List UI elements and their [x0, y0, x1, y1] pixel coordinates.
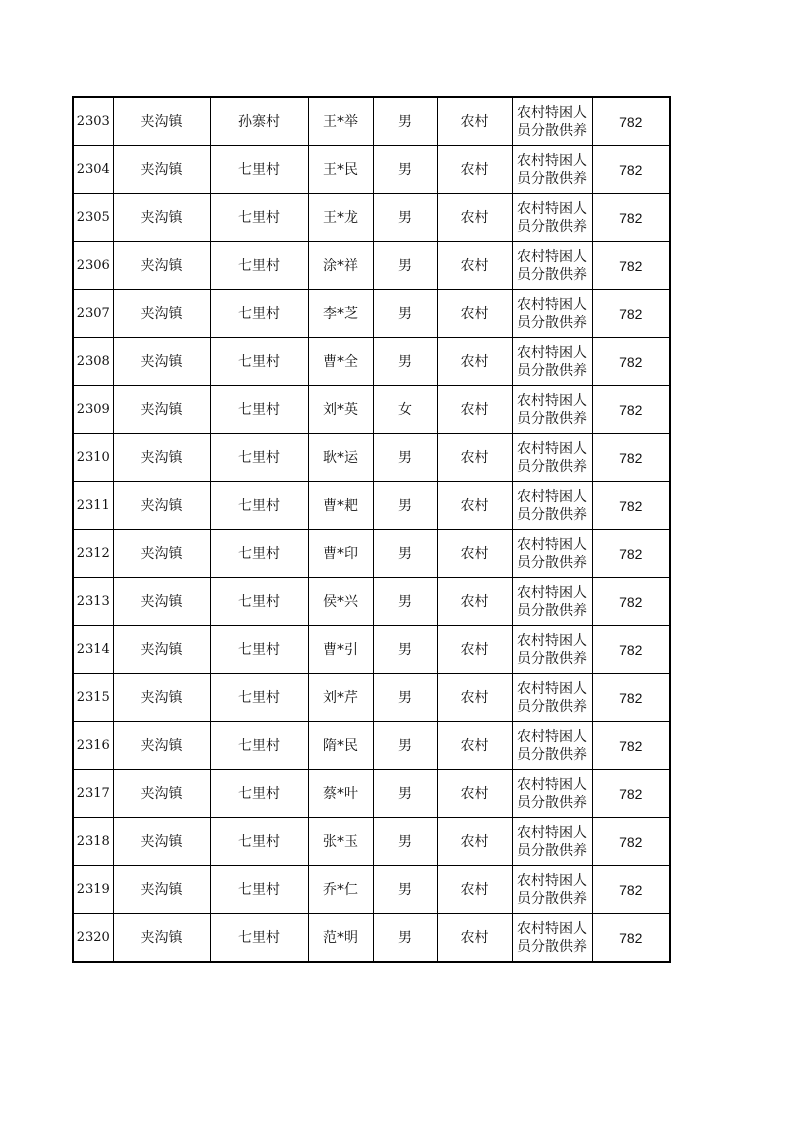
- serial-number-cell: 2315: [73, 674, 113, 722]
- person-name-cell: 乔*仁: [308, 866, 373, 914]
- serial-number-cell: 2309: [73, 386, 113, 434]
- residence-type-cell: 农村: [437, 338, 512, 386]
- table-row: [73, 194, 670, 242]
- residence-type-cell: 农村: [437, 722, 512, 770]
- gender-cell: 男: [373, 242, 437, 290]
- amount-cell: 782: [592, 770, 670, 818]
- support-category-cell: [512, 386, 592, 434]
- support-category-cell: [512, 674, 592, 722]
- gender-cell: 男: [373, 578, 437, 626]
- amount-cell: 782: [592, 626, 670, 674]
- gender-cell: 男: [373, 338, 437, 386]
- village-cell: 孙寨村: [210, 97, 308, 146]
- table-row: [73, 482, 670, 530]
- person-name-cell: 曹*引: [308, 626, 373, 674]
- support-category-text: 农村特困人员分散供养: [517, 872, 587, 907]
- person-name-cell: 曹*印: [308, 530, 373, 578]
- table-row: [73, 386, 670, 434]
- serial-number-cell: 2313: [73, 578, 113, 626]
- support-category-cell: [512, 482, 592, 530]
- amount-cell: 782: [592, 914, 670, 963]
- table-row: [73, 290, 670, 338]
- support-category-text: 农村特困人员分散供养: [517, 776, 587, 811]
- support-category-cell: [512, 290, 592, 338]
- gender-cell: 女: [373, 386, 437, 434]
- support-category-text: 农村特困人员分散供养: [517, 440, 587, 475]
- amount-cell: 782: [592, 386, 670, 434]
- support-category-cell: [512, 770, 592, 818]
- serial-number-cell: 2303: [73, 97, 113, 146]
- residence-type-cell: 农村: [437, 290, 512, 338]
- support-category-text: 农村特困人员分散供养: [517, 920, 587, 955]
- residence-type-cell: 农村: [437, 770, 512, 818]
- person-name-cell: 耿*运: [308, 434, 373, 482]
- serial-number-cell: 2319: [73, 866, 113, 914]
- town-cell: 夹沟镇: [113, 866, 210, 914]
- support-category-text: 农村特困人员分散供养: [517, 344, 587, 379]
- gender-cell: 男: [373, 530, 437, 578]
- serial-number-cell: 2320: [73, 914, 113, 963]
- table-row: [73, 338, 670, 386]
- table-row: [73, 818, 670, 866]
- residence-type-cell: 农村: [437, 434, 512, 482]
- person-name-cell: 李*芝: [308, 290, 373, 338]
- table-row: [73, 626, 670, 674]
- serial-number-cell: 2317: [73, 770, 113, 818]
- village-cell: 七里村: [210, 626, 308, 674]
- serial-number-cell: 2304: [73, 146, 113, 194]
- support-category-text: 农村特困人员分散供养: [517, 392, 587, 427]
- amount-cell: 782: [592, 530, 670, 578]
- amount-cell: 782: [592, 482, 670, 530]
- amount-cell: 782: [592, 866, 670, 914]
- residence-type-cell: 农村: [437, 626, 512, 674]
- support-category-text: 农村特困人员分散供养: [517, 200, 587, 235]
- person-name-cell: 曹*耙: [308, 482, 373, 530]
- residence-type-cell: 农村: [437, 386, 512, 434]
- residence-type-cell: 农村: [437, 194, 512, 242]
- serial-number-cell: 2307: [73, 290, 113, 338]
- table-body: [73, 97, 670, 962]
- town-cell: 夹沟镇: [113, 482, 210, 530]
- gender-cell: 男: [373, 866, 437, 914]
- serial-number-cell: 2316: [73, 722, 113, 770]
- table-row: [73, 866, 670, 914]
- village-cell: 七里村: [210, 674, 308, 722]
- support-category-text: 农村特困人员分散供养: [517, 536, 587, 571]
- town-cell: 夹沟镇: [113, 338, 210, 386]
- support-category-cell: [512, 194, 592, 242]
- serial-number-cell: 2310: [73, 434, 113, 482]
- support-category-cell: [512, 97, 592, 146]
- amount-cell: 782: [592, 338, 670, 386]
- town-cell: 夹沟镇: [113, 146, 210, 194]
- town-cell: 夹沟镇: [113, 626, 210, 674]
- amount-cell: 782: [592, 674, 670, 722]
- serial-number-cell: 2306: [73, 242, 113, 290]
- amount-cell: 782: [592, 722, 670, 770]
- village-cell: 七里村: [210, 770, 308, 818]
- table-row: [73, 770, 670, 818]
- village-cell: 七里村: [210, 434, 308, 482]
- person-name-cell: 曹*全: [308, 338, 373, 386]
- village-cell: 七里村: [210, 818, 308, 866]
- gender-cell: 男: [373, 626, 437, 674]
- support-category-cell: [512, 722, 592, 770]
- support-category-text: 农村特困人员分散供养: [517, 728, 587, 763]
- table-row: [73, 242, 670, 290]
- town-cell: 夹沟镇: [113, 290, 210, 338]
- gender-cell: 男: [373, 290, 437, 338]
- person-name-cell: 侯*兴: [308, 578, 373, 626]
- support-category-text: 农村特困人员分散供养: [517, 152, 587, 187]
- village-cell: 七里村: [210, 578, 308, 626]
- person-name-cell: 隋*民: [308, 722, 373, 770]
- table-row: [73, 97, 670, 146]
- support-category-text: 农村特困人员分散供养: [517, 296, 587, 331]
- residence-type-cell: 农村: [437, 146, 512, 194]
- town-cell: 夹沟镇: [113, 770, 210, 818]
- table-row: [73, 674, 670, 722]
- table-row: [73, 530, 670, 578]
- support-category-cell: [512, 578, 592, 626]
- support-category-cell: [512, 338, 592, 386]
- gender-cell: 男: [373, 194, 437, 242]
- residence-type-cell: 农村: [437, 578, 512, 626]
- residence-type-cell: 农村: [437, 866, 512, 914]
- village-cell: 七里村: [210, 194, 308, 242]
- village-cell: 七里村: [210, 242, 308, 290]
- serial-number-cell: 2305: [73, 194, 113, 242]
- residence-type-cell: 农村: [437, 818, 512, 866]
- amount-cell: 782: [592, 578, 670, 626]
- residence-type-cell: 农村: [437, 242, 512, 290]
- village-cell: 七里村: [210, 338, 308, 386]
- serial-number-cell: 2311: [73, 482, 113, 530]
- serial-number-cell: 2308: [73, 338, 113, 386]
- gender-cell: 男: [373, 97, 437, 146]
- person-name-cell: 刘*芹: [308, 674, 373, 722]
- person-name-cell: 刘*英: [308, 386, 373, 434]
- person-name-cell: 涂*祥: [308, 242, 373, 290]
- village-cell: 七里村: [210, 530, 308, 578]
- person-name-cell: 范*明: [308, 914, 373, 963]
- amount-cell: 782: [592, 97, 670, 146]
- support-category-text: 农村特困人员分散供养: [517, 584, 587, 619]
- residence-type-cell: 农村: [437, 97, 512, 146]
- person-name-cell: 王*举: [308, 97, 373, 146]
- amount-cell: 782: [592, 194, 670, 242]
- village-cell: 七里村: [210, 146, 308, 194]
- town-cell: 夹沟镇: [113, 386, 210, 434]
- village-cell: 七里村: [210, 866, 308, 914]
- amount-cell: 782: [592, 290, 670, 338]
- support-category-cell: [512, 914, 592, 963]
- town-cell: 夹沟镇: [113, 818, 210, 866]
- table-row: [73, 722, 670, 770]
- residence-type-cell: 农村: [437, 530, 512, 578]
- gender-cell: 男: [373, 722, 437, 770]
- town-cell: 夹沟镇: [113, 674, 210, 722]
- town-cell: 夹沟镇: [113, 97, 210, 146]
- amount-cell: 782: [592, 818, 670, 866]
- serial-number-cell: 2312: [73, 530, 113, 578]
- town-cell: 夹沟镇: [113, 530, 210, 578]
- person-name-cell: 张*玉: [308, 818, 373, 866]
- town-cell: 夹沟镇: [113, 242, 210, 290]
- support-category-cell: [512, 866, 592, 914]
- village-cell: 七里村: [210, 482, 308, 530]
- town-cell: 夹沟镇: [113, 914, 210, 963]
- village-cell: 七里村: [210, 914, 308, 963]
- town-cell: 夹沟镇: [113, 434, 210, 482]
- support-category-cell: [512, 434, 592, 482]
- person-name-cell: 王*民: [308, 146, 373, 194]
- support-category-text: 农村特困人员分散供养: [517, 488, 587, 523]
- amount-cell: 782: [592, 242, 670, 290]
- village-cell: 七里村: [210, 722, 308, 770]
- beneficiary-table: [72, 96, 671, 963]
- table-row: [73, 146, 670, 194]
- support-category-text: 农村特困人员分散供养: [517, 680, 587, 715]
- village-cell: 七里村: [210, 290, 308, 338]
- gender-cell: 男: [373, 434, 437, 482]
- village-cell: 七里村: [210, 386, 308, 434]
- amount-cell: 782: [592, 146, 670, 194]
- town-cell: 夹沟镇: [113, 578, 210, 626]
- table-row: [73, 434, 670, 482]
- support-category-text: 农村特困人员分散供养: [517, 632, 587, 667]
- gender-cell: 男: [373, 914, 437, 963]
- table-row: [73, 578, 670, 626]
- gender-cell: 男: [373, 146, 437, 194]
- town-cell: 夹沟镇: [113, 194, 210, 242]
- support-category-cell: [512, 626, 592, 674]
- gender-cell: 男: [373, 674, 437, 722]
- gender-cell: 男: [373, 482, 437, 530]
- residence-type-cell: 农村: [437, 674, 512, 722]
- support-category-text: 农村特困人员分散供养: [517, 104, 587, 139]
- person-name-cell: 蔡*叶: [308, 770, 373, 818]
- serial-number-cell: 2314: [73, 626, 113, 674]
- support-category-cell: [512, 818, 592, 866]
- support-category-cell: [512, 242, 592, 290]
- person-name-cell: 王*龙: [308, 194, 373, 242]
- serial-number-cell: 2318: [73, 818, 113, 866]
- support-category-text: 农村特困人员分散供养: [517, 824, 587, 859]
- support-category-cell: [512, 146, 592, 194]
- residence-type-cell: 农村: [437, 914, 512, 963]
- support-category-cell: [512, 530, 592, 578]
- town-cell: 夹沟镇: [113, 722, 210, 770]
- table-row: [73, 914, 670, 963]
- residence-type-cell: 农村: [437, 482, 512, 530]
- support-category-text: 农村特困人员分散供养: [517, 248, 587, 283]
- gender-cell: 男: [373, 770, 437, 818]
- gender-cell: 男: [373, 818, 437, 866]
- amount-cell: 782: [592, 434, 670, 482]
